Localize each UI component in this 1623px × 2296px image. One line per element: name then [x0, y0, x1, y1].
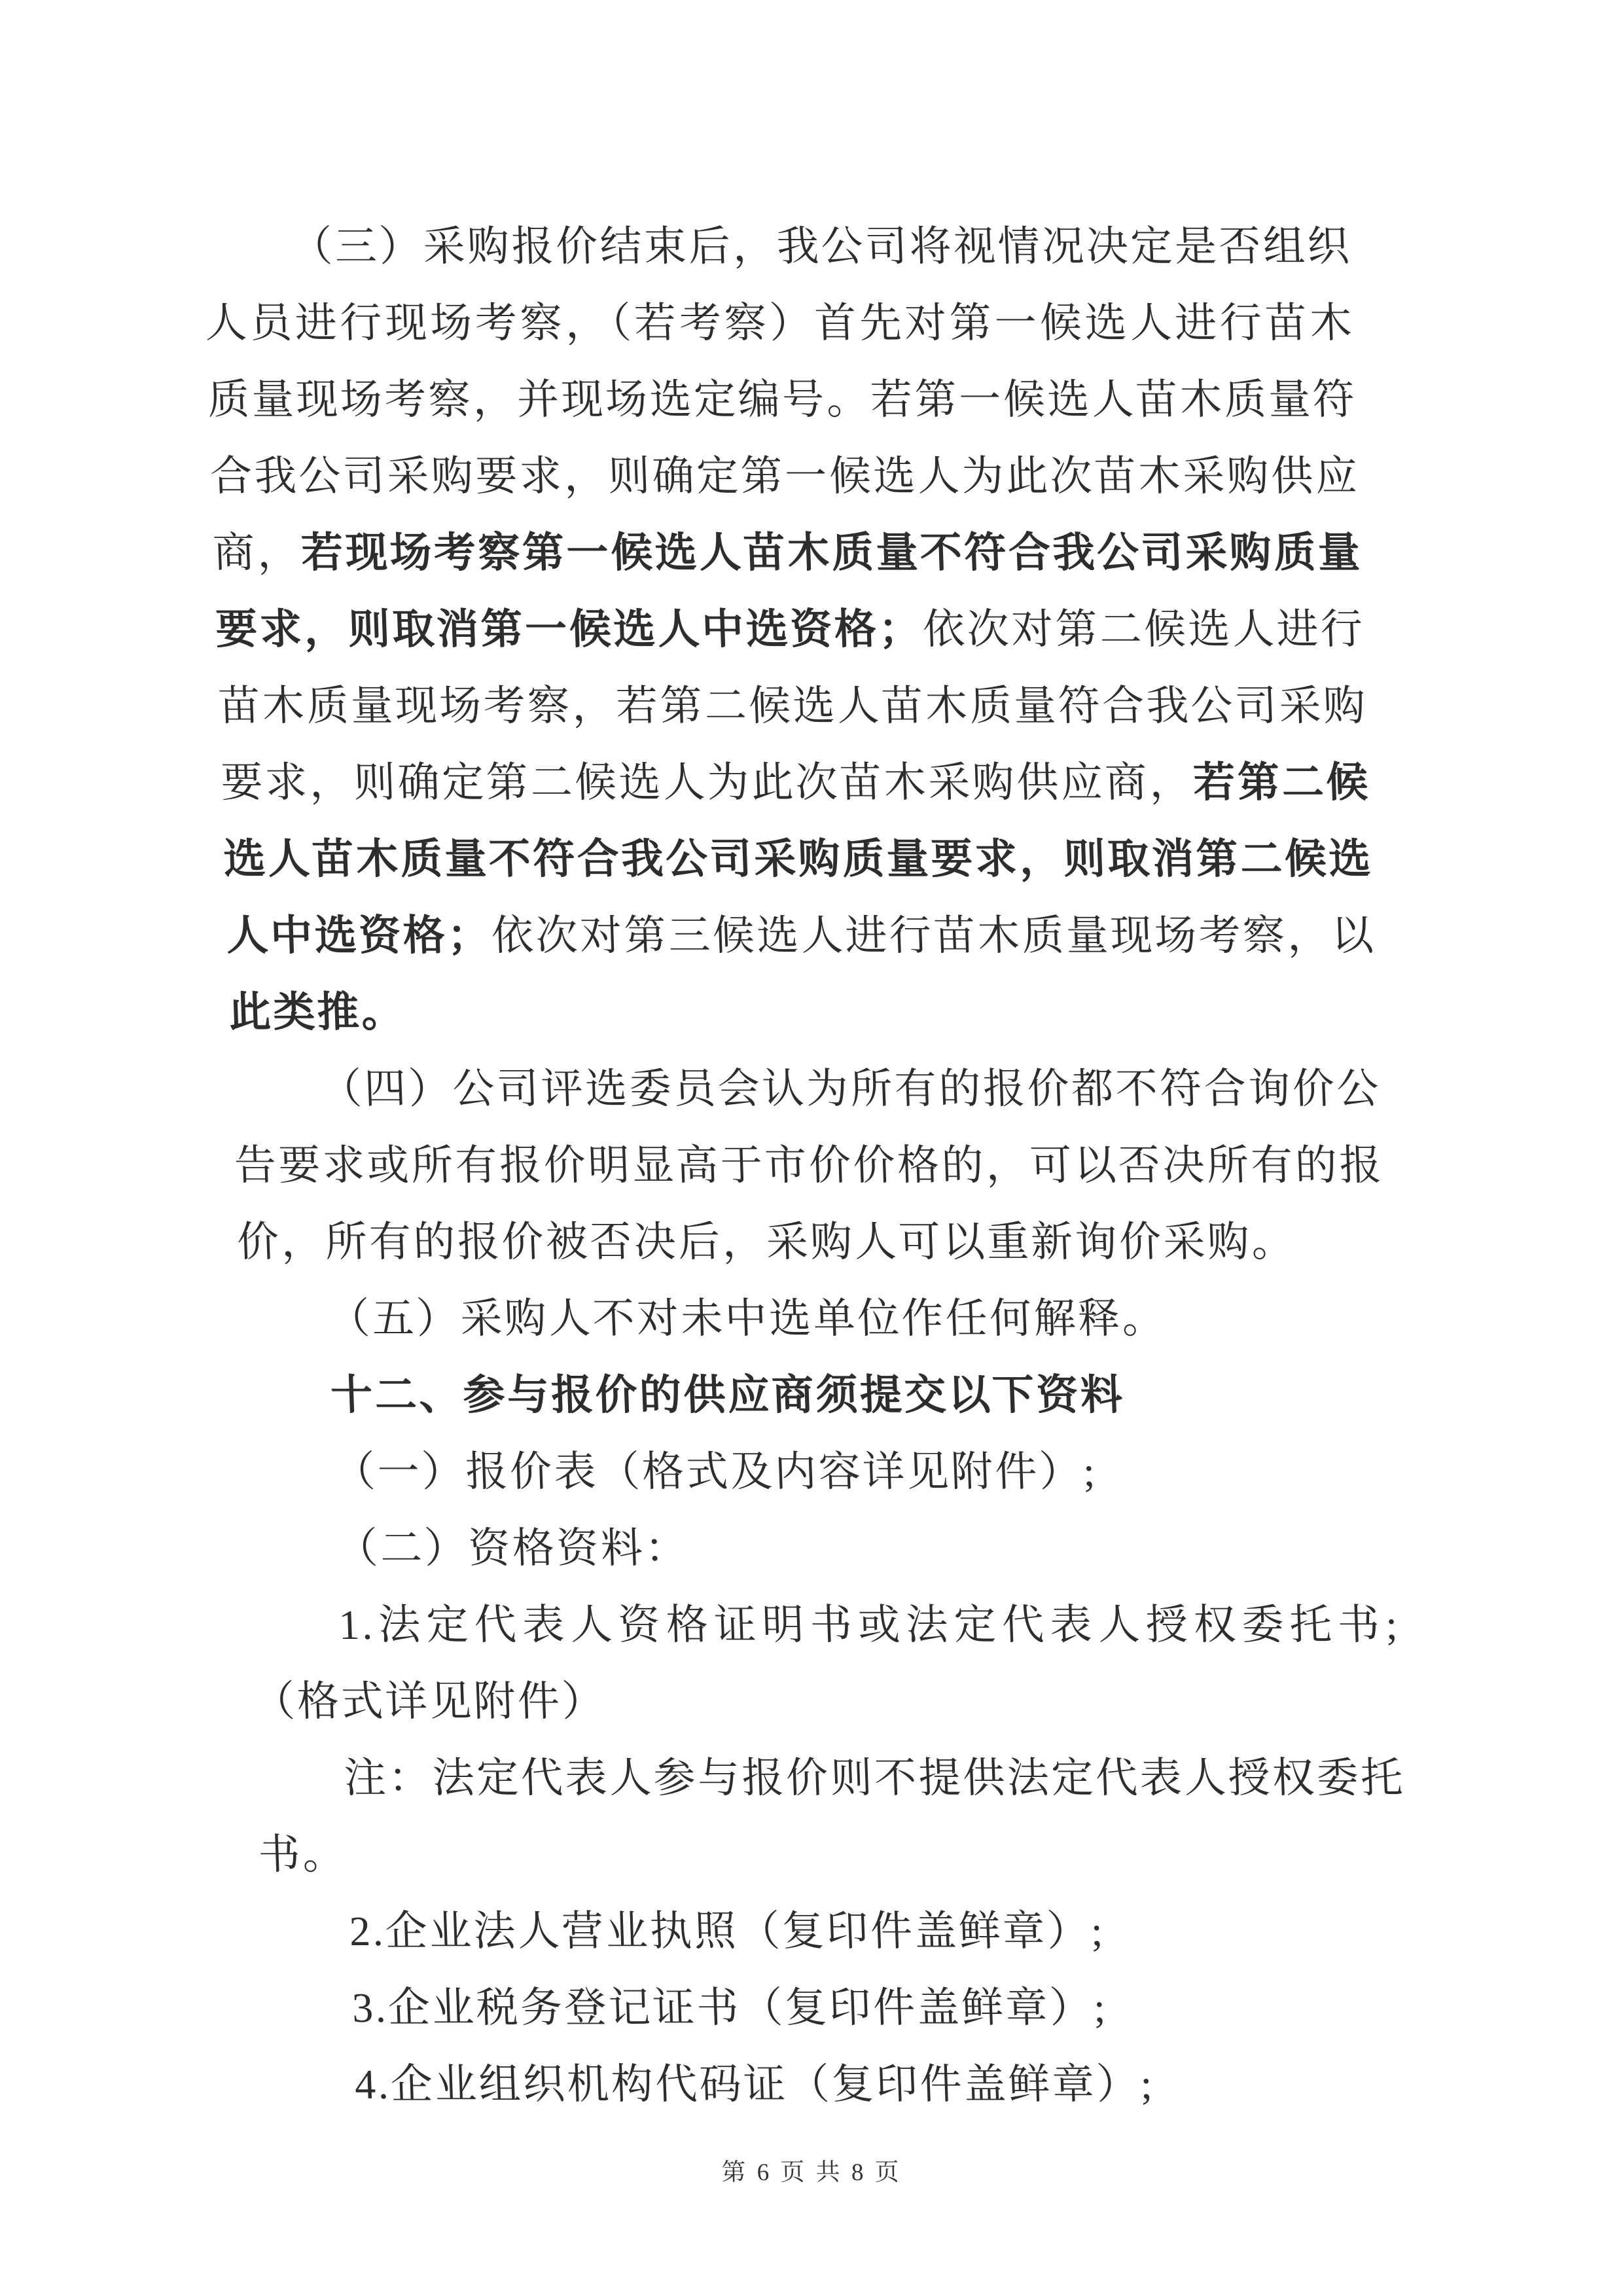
para-item-4-reject-all-quotes: [230, 1050, 1387, 1280]
page-number-text: 第 6 页 共 8 页: [721, 2159, 902, 2186]
para-qualification-1-legal-rep: [249, 1587, 1403, 1740]
text-run: 注：法定代表人参与报价则不提供法定代表人授权委托书。: [257, 1755, 1406, 1878]
para-qualification-4-org-code: [265, 2046, 1417, 2123]
bold-text-run: 若第二候选人苗木质量不符合我公司采购质量要求，则取消第二候选人中选资格；: [223, 759, 1374, 959]
text-run: 1.法定代表人资格证明书或法定代表人授权委托书;（格式详见附件）: [252, 1602, 1400, 1725]
text-run: （一）报价表（格式及内容详见附件）;: [332, 1448, 1098, 1495]
text-run: （四）公司评选委员会认为所有的报价都不符合询价公告要求或所有报价明显高于市价价格的，可以否决所有的报价，所有的报价被否决后，采购人可以重新询价采购。: [233, 1066, 1385, 1265]
para-material-1-quotation-form: [243, 1433, 1395, 1510]
text-run: （三）采购报价结束后，我公司将视情况决定是否组织人员进行现场考察，（若考察）首先对第一候选人进行苗木质量现场考察，并现场选定编号。若第一候选人苗木质量符合我公司采购要求，则确定第一候选人为此次苗木采购供应商，: [204, 223, 1361, 576]
bold-text-run: 十二、参与报价的供应商须提交以下资料: [330, 1372, 1126, 1418]
text-run: 依次对第三候选人进行苗木质量现场考察，以: [490, 912, 1376, 959]
text-run: 3.企业税务登记证书（复印件盖鲜章）;: [351, 1984, 1109, 2031]
para-qualification-3-tax-certificate: [262, 1969, 1414, 2046]
heading-section-12: [241, 1357, 1393, 1433]
text-run: （五）采购人不对未中选单位作任何解释。: [327, 1295, 1168, 1342]
para-qualification-2-business-license: [260, 1893, 1412, 1969]
para-note-legal-rep: [255, 1740, 1409, 1893]
bold-text-run: 此类推。: [228, 989, 406, 1035]
text-run: 4.企业组织机构代码证（复印件盖鲜章）;: [353, 2061, 1156, 2108]
bold-text-run: 若现场考察第一候选人苗木质量不符合我公司采购质量要求，则取消第一候选人中选资格；: [215, 529, 1363, 653]
text-run: 2.企业法人营业执照（复印件盖鲜章）;: [348, 1908, 1106, 1954]
para-item-5-no-explanation: [238, 1280, 1390, 1357]
page-footer: [0, 2152, 1623, 2187]
para-material-2-qualification: [246, 1510, 1398, 1587]
para-item-3-site-inspection: [201, 208, 1380, 1050]
text-run: （二）资格资料：: [335, 1525, 690, 1571]
document-body: [201, 208, 1417, 2123]
text-run: 依次对第二候选人进行苗木质量现场考察，若第二候选人苗木质量符合我公司采购要求，则确定第二候选人为此次苗木采购供应商，: [217, 606, 1368, 806]
